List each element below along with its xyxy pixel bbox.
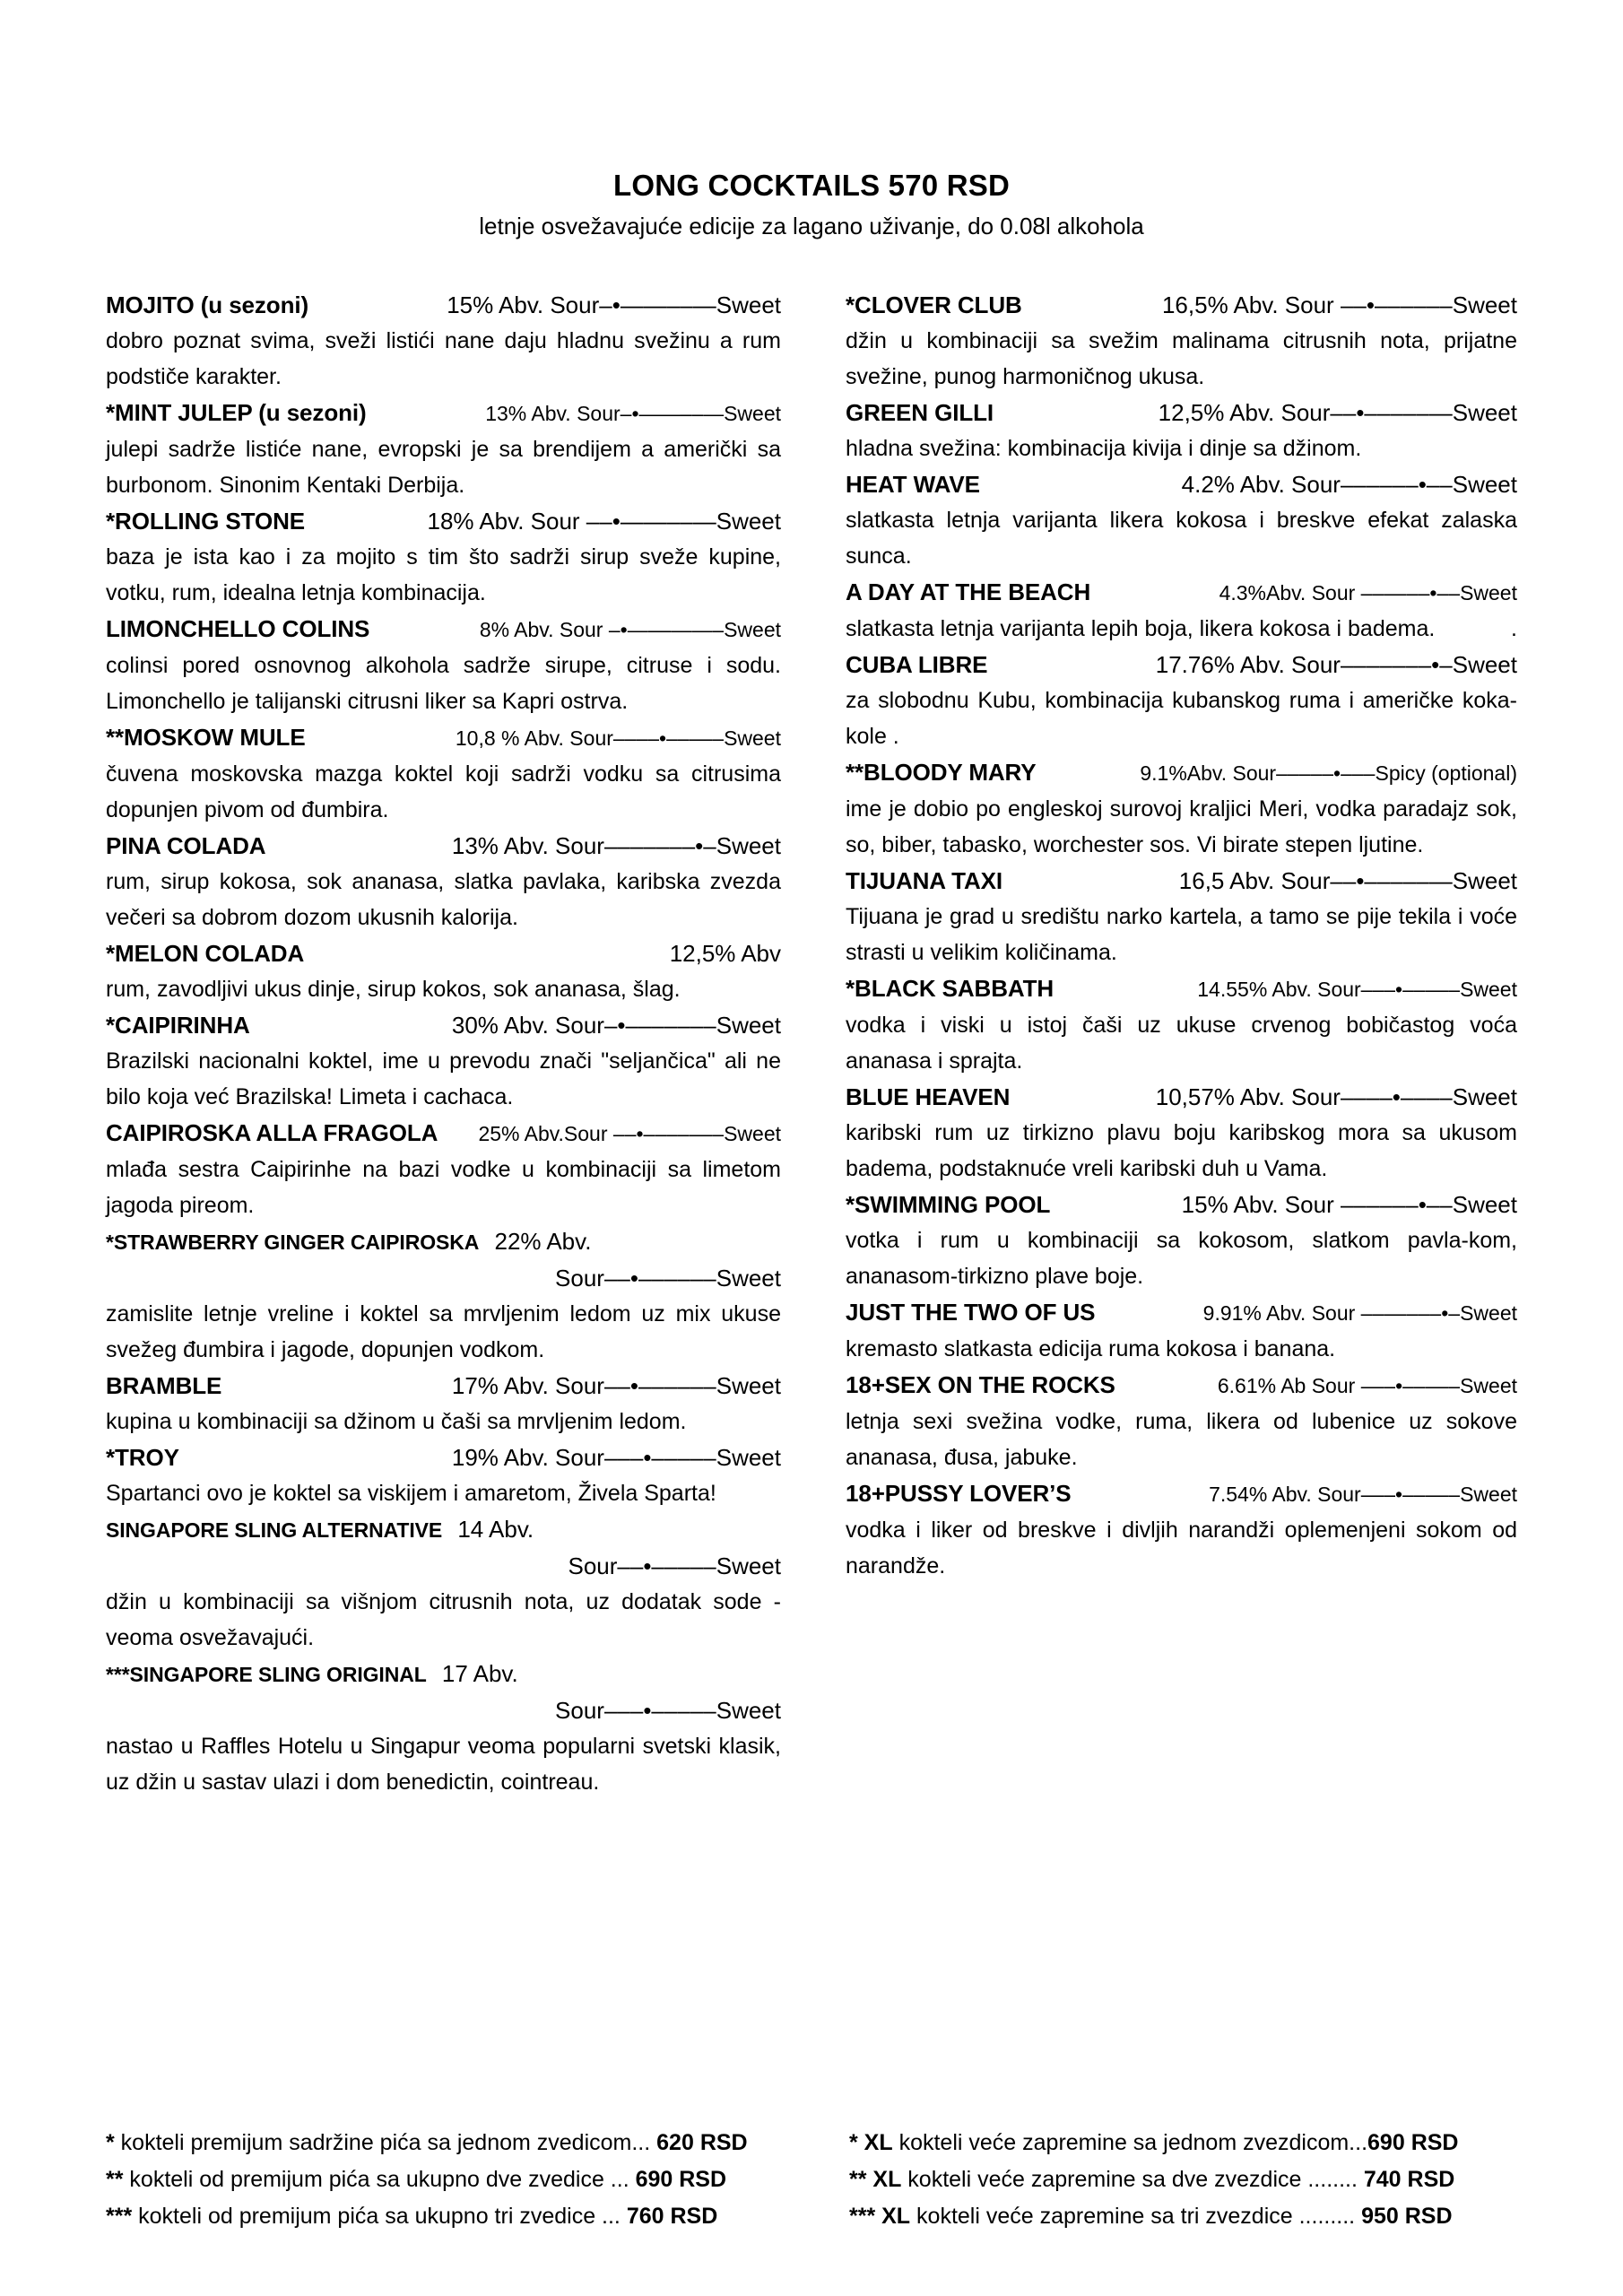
- cocktail-header: [846, 1475, 1517, 1512]
- cocktail-entry: [106, 828, 781, 935]
- cocktail-entry: [106, 1656, 781, 1800]
- cocktail-description: rum, sirup kokosa, sok ananasa, slatka pavlaka, karibska zvezda večeri sa dobrom dozom ukusnih kalorija.: [106, 869, 781, 931]
- cocktail-header: [106, 828, 781, 864]
- footer-right-column: [812, 2125, 1517, 2235]
- cocktail-abv-scale: 6.61% Ab Sour –––•–––––Sweet: [1217, 1374, 1517, 1398]
- cocktail-abv-scale: 9.91% Abv. Sour –––––––•–Sweet: [1202, 1301, 1517, 1326]
- cocktail-description: vodka i liker od breskve i divljih narandži oplemenjeni sokom od narandže.: [846, 1518, 1517, 1579]
- cocktail-description: za slobodnu Kubu, kombinacija kubanskog ruma i američke koka-kole .: [846, 688, 1517, 750]
- legend-text: kokteli od premijum pića sa ukupno tri zvedice ...: [132, 2204, 627, 2229]
- legend-text: kokteli premijum sadržine pića sa jednom zvedicom...: [114, 2130, 657, 2155]
- cocktail-entry: [106, 1007, 781, 1115]
- cocktail-description: karibski rum uz tirkizno plavu boju karibskog mora sa ukusom badema, podstaknuće vreli karibski duh u Vama.: [846, 1120, 1517, 1182]
- cocktail-description: slatkasta letnja varijanta lepih boja, likera kokosa i bademа. .: [846, 611, 1517, 647]
- cocktail-header: [846, 1079, 1517, 1115]
- price-legend-line: [849, 2125, 1517, 2161]
- cocktail-header: [106, 287, 781, 323]
- cocktail-entry: [106, 1223, 781, 1368]
- cocktail-entry: [846, 1294, 1517, 1367]
- cocktail-header: [106, 1007, 781, 1043]
- cocktail-abv-scale: 17% Abv. Sour––•––––––Sweet: [451, 1372, 781, 1400]
- cocktail-entry: [106, 503, 781, 611]
- cocktail-abv-scale: 22% Abv.: [488, 1228, 592, 1256]
- legend-text: kokteli veće zapremine sa jednom zvezdicom...: [892, 2130, 1368, 2155]
- cocktail-description: kupina u kombinaciji sa džinom u čaši sa mrvljenim ledom.: [106, 1409, 687, 1435]
- cocktail-name: *CAIPIRINHA: [106, 1012, 250, 1039]
- cocktail-name: 18+PUSSY LOVER’S: [846, 1480, 1072, 1508]
- legend-stars: *: [106, 2130, 115, 2155]
- cocktail-entry: [106, 1115, 781, 1223]
- cocktail-header: [106, 1115, 781, 1152]
- legend-stars: **: [106, 2167, 124, 2192]
- cocktail-entry: [846, 574, 1517, 647]
- cocktail-entry: [106, 1511, 781, 1656]
- cocktail-abv-scale: 4.3%Abv. Sour ––––––•––Sweet: [1219, 581, 1517, 605]
- cocktail-abv-scale: 30% Abv. Sour–•–––––––Sweet: [451, 1012, 781, 1039]
- cocktail-name: CUBA LIBRE: [846, 651, 988, 679]
- cocktail-description: Brazilski nacionalni koktel, ime u prevodu znači "seljančica" ali ne bilo koja već Brazilska! Limeta i cachaca.: [106, 1048, 781, 1110]
- cocktail-description: čuvena moskovska mazga koktel koji sadrži vodku sa citrusima dopunjen pivom od đumbira.: [106, 761, 781, 823]
- cocktail-abv-scale: 25% Abv.Sour ––•–––––––Sweet: [478, 1122, 781, 1146]
- cocktail-description: letnja sexi svežina vodke, ruma, likera od lubenice uz sokove ananasa, đusa, jabuke.: [846, 1409, 1517, 1471]
- cocktail-header: [106, 395, 781, 431]
- cocktail-abv-scale: 10,57% Abv. Sour––––•––––Sweet: [1155, 1083, 1517, 1111]
- cocktail-description: mlađa sestra Caipirinhe na bazi vodke u kombinaciji sa limetom jagoda pireom.: [106, 1157, 781, 1219]
- cocktail-abv-scale: 15% Abv. Sour ––––––•––Sweet: [1181, 1191, 1517, 1219]
- cocktail-abv-scale: 17 Abv.: [435, 1660, 518, 1688]
- price-legend-line: [106, 2125, 785, 2161]
- cocktail-abv-scale: 7.54% Abv. Sour–––•–––––Sweet: [1209, 1483, 1517, 1507]
- cocktail-header: [846, 287, 1517, 323]
- cocktail-description: zamislite letnje vreline i koktel sa mrvljenim ledom uz mix ukuse svežeg đumbira i jagode, dopunjen vodkom.: [106, 1301, 781, 1363]
- price-legend-footer: [106, 2125, 1517, 2235]
- cocktail-abv-scale: 19% Abv. Sour–––•–––––Sweet: [451, 1444, 781, 1472]
- cocktail-header: [106, 719, 781, 756]
- cocktail-description: džin u kombinaciji sa svežim malinama citrusnih nota, prijatne svežine, punog harmoničnog ukusa.: [846, 328, 1517, 390]
- cocktail-entry: [846, 1475, 1517, 1584]
- cocktail-entry: [106, 1439, 781, 1511]
- left-column: [106, 287, 812, 1800]
- cocktail-header: [106, 503, 781, 539]
- cocktail-header: [846, 1187, 1517, 1222]
- cocktail-header: [846, 647, 1517, 683]
- cocktail-name: CAIPIROSKA ALLA FRAGOLA: [106, 1119, 438, 1147]
- legend-price: 690 RSD: [635, 2167, 727, 2192]
- cocktail-abv-scale: 8% Abv. Sour –•—––——–Sweet: [479, 618, 781, 642]
- cocktail-abv-scale: 18% Abv. Sour ––•——––—Sweet: [427, 508, 781, 535]
- menu-columns: [106, 287, 1517, 1800]
- footer-left-column: [106, 2125, 812, 2235]
- cocktail-description: vodka i viski u istoj čaši uz ukuse crvenog bobičastog voća ananasa i sprajta.: [846, 1013, 1517, 1074]
- legend-text: kokteli od premijum pića sa ukupno dve zvedice ...: [123, 2167, 636, 2192]
- cocktail-header: [846, 574, 1517, 611]
- cocktail-entry: [846, 287, 1517, 395]
- cocktail-header: [846, 1294, 1517, 1331]
- cocktail-name: *BLACK SABBATH: [846, 975, 1055, 1003]
- cocktail-name: *TROY: [106, 1444, 179, 1472]
- cocktail-description: Spartanci ovo je koktel sa viskijem i amaretom, Živela Sparta!: [106, 1481, 716, 1507]
- cocktail-name: 18+SEX ON THE ROCKS: [846, 1371, 1115, 1399]
- cocktail-header: [106, 611, 781, 648]
- cocktail-entry: [846, 466, 1517, 574]
- cocktail-name: *ROLLING STONE: [106, 508, 306, 535]
- cocktail-name: A DAY AT THE BEACH: [846, 578, 1091, 606]
- cocktail-name: HEAT WAVE: [846, 471, 980, 499]
- cocktail-name: **MOSKOW MULE: [106, 724, 306, 752]
- cocktail-description: rum, zavodljivi ukus dinje, sirup kokos, sok ananasa, šlag.: [106, 977, 681, 1003]
- cocktail-name: ***SINGAPORE SLING ORIGINAL: [106, 1663, 427, 1687]
- legend-price: 690 RSD: [1367, 2130, 1459, 2155]
- cocktail-entry: [106, 395, 781, 503]
- cocktail-abv-scale: 13% Abv. Sour–––––––•–Sweet: [451, 832, 781, 860]
- cocktail-name: SINGAPORE SLING ALTERNATIVE: [106, 1518, 443, 1543]
- menu-header: [106, 0, 1517, 240]
- price-legend-line: [106, 2161, 785, 2198]
- cocktail-description: slatkasta letnja varijanta likera kokosa i breskve efekat zalaska sunca.: [846, 508, 1517, 570]
- cocktail-name: *MINT JULEP (u sezoni): [106, 399, 367, 427]
- cocktail-abv-scale: 4.2% Abv. Sour––––––•––Sweet: [1181, 471, 1517, 499]
- cocktail-description: ime je dobio po engleskoj surovoj kraljici Meri, vodka paradajz sok, so, biber, tabasko, worchester sos. Vi birate stepen ljutine.: [846, 796, 1517, 858]
- cocktail-scale-line: Sour––•–––––Sweet: [568, 1552, 781, 1580]
- cocktail-entry: [846, 647, 1517, 754]
- legend-price: 740 RSD: [1363, 2167, 1455, 2192]
- legend-stars: ** XL: [849, 2167, 902, 2192]
- legend-text: kokteli veće zapremine sa dve zvezdice ........: [901, 2167, 1364, 2192]
- cocktail-description: kremasto slatkasta edicija ruma kokosa i banana.: [846, 1336, 1336, 1362]
- legend-text: kokteli veće zapremine sa tri zvezdice .........: [910, 2204, 1362, 2229]
- cocktail-name: TIJUANA TAXI: [846, 867, 1003, 895]
- cocktail-name: BLUE HEAVEN: [846, 1083, 1011, 1111]
- cocktail-abv-scale: 13% Abv. Sour–•——––—Sweet: [485, 402, 781, 426]
- cocktail-abv-scale: 17.76% Abv. Sour–––––––•–Sweet: [1155, 651, 1517, 679]
- cocktail-entry: [846, 1187, 1517, 1294]
- cocktail-name: BRAMBLE: [106, 1372, 222, 1400]
- cocktail-name: PINA COLADA: [106, 832, 266, 860]
- cocktail-description: julepi sadrže listiće nane, evropski je sa brendijem a američki sa burbonom. Sinonim Kentaki Derbija.: [106, 437, 781, 499]
- cocktail-description: Tijuana je grad u središtu narko kartela, a tamo se pije tekila i voće strasti u velikim količinama.: [846, 904, 1517, 966]
- cocktail-description: džin u kombinaciji sa višnjom citrusnih nota, uz dodatak sode - veoma osvežavajući.: [106, 1589, 781, 1651]
- price-legend-line: [849, 2161, 1517, 2198]
- cocktail-abv-scale: 12,5% Abv: [669, 940, 781, 968]
- legend-stars: *** XL: [849, 2204, 911, 2229]
- cocktail-entry: [106, 1368, 781, 1439]
- cocktail-header: [106, 1439, 781, 1475]
- cocktail-abv-scale: 9.1%Abv. Sour–––––•–––Spicy (optional): [1140, 761, 1517, 786]
- cocktail-name: LIMONCHELLO COLINS: [106, 615, 370, 643]
- cocktail-header: [846, 1367, 1517, 1404]
- cocktail-abv-scale: 12,5% Abv. Sour––•–––––—Sweet: [1158, 399, 1517, 427]
- cocktail-header: [846, 395, 1517, 430]
- cocktail-header: [846, 863, 1517, 899]
- cocktail-name: *MELON COLADA: [106, 940, 305, 968]
- cocktail-name: JUST THE TWO OF US: [846, 1299, 1096, 1326]
- cocktail-name: MOJITO (u sezoni): [106, 291, 309, 319]
- legend-price: 620 RSD: [656, 2130, 748, 2155]
- cocktail-description: votka i rum u kombinaciji sa kokosom, slatkom pavla-kom, ananasom-tirkizno plave boje.: [846, 1228, 1517, 1290]
- cocktail-abv-scale: 10,8 % Abv. Sour––––•–––––Sweet: [455, 726, 781, 751]
- cocktail-header: [846, 754, 1517, 791]
- page-subtitle: letnje osvežavajuće edicije za lagano uživanje, do 0.08l alkohola: [479, 212, 1144, 239]
- cocktail-header: [106, 1223, 781, 1260]
- cocktail-abv-scale: 15% Abv. Sour–•——––—Sweet: [447, 291, 781, 319]
- page-title: LONG COCKTAILS 570 RSD: [612, 169, 1010, 202]
- cocktail-name: *CLOVER CLUB: [846, 291, 1022, 319]
- cocktail-name: GREEN GILLI: [846, 399, 994, 427]
- cocktail-entry: [846, 970, 1517, 1079]
- cocktail-description: nastao u Raffles Hotelu u Singapur veoma popularni svetski klasik, uz džin u sastav ulazi i dom benedictin, cointreau.: [106, 1734, 781, 1796]
- cocktail-header: [846, 970, 1517, 1007]
- cocktail-entry: [106, 287, 781, 395]
- cocktail-entry: [846, 1079, 1517, 1187]
- cocktail-entry: [846, 1367, 1517, 1475]
- cocktail-entry: [846, 863, 1517, 970]
- legend-stars: ***: [106, 2204, 133, 2229]
- cocktail-header: [106, 1656, 781, 1692]
- cocktail-abv-scale: 14 Abv.: [451, 1516, 534, 1544]
- cocktail-abv-scale: 16,5 Abv. Sour––•–––––—Sweet: [1178, 867, 1517, 895]
- trailing-period: .: [1511, 616, 1517, 642]
- cocktail-entry: [106, 935, 781, 1007]
- legend-price: 760 RSD: [626, 2204, 718, 2229]
- cocktail-header: [846, 466, 1517, 502]
- right-column: [812, 287, 1517, 1584]
- price-legend-line: [106, 2198, 785, 2235]
- cocktail-entry: [106, 719, 781, 828]
- cocktail-entry: [846, 754, 1517, 863]
- cocktail-header: [106, 935, 781, 971]
- cocktail-scale-line: Sour––•––––––Sweet: [555, 1265, 781, 1292]
- price-legend-line: [849, 2198, 1517, 2235]
- cocktail-description: hladna svežina: kombinacija kivija i dinje sa džinom.: [846, 436, 1362, 462]
- cocktail-header: [106, 1511, 781, 1548]
- legend-stars: * XL: [849, 2130, 893, 2155]
- cocktail-abv-scale: 14.55% Abv. Sour–––•–––––Sweet: [1197, 978, 1517, 1002]
- cocktail-entry: [846, 395, 1517, 466]
- cocktail-entry: [106, 611, 781, 719]
- cocktail-description: baza je ista kao i za mojito s tim što sadrži sirup sveže kupine, votku, rum, idealna letnja kombinacija.: [106, 544, 781, 606]
- cocktail-description: colinsi pored osnovnog alkohola sadrže sirupe, citruse i sodu. Limonchello je talijanski citrusni liker sa Kapri ostrva.: [106, 653, 781, 715]
- cocktail-scale-line: Sour–––•–––––Sweet: [555, 1697, 781, 1725]
- cocktail-name: *STRAWBERRY GINGER CAIPIROSKA: [106, 1231, 480, 1255]
- cocktail-header: [106, 1368, 781, 1404]
- cocktail-abv-scale: 16,5% Abv. Sour ––•––––––Sweet: [1161, 291, 1517, 319]
- legend-price: 950 RSD: [1361, 2204, 1453, 2229]
- cocktail-name: **BLOODY MARY: [846, 759, 1037, 787]
- cocktail-name: *SWIMMING POOL: [846, 1191, 1051, 1219]
- cocktail-description: dobro poznat svima, sveži listići nane daju hladnu svežinu a rum podstiče karakter.: [106, 328, 781, 390]
